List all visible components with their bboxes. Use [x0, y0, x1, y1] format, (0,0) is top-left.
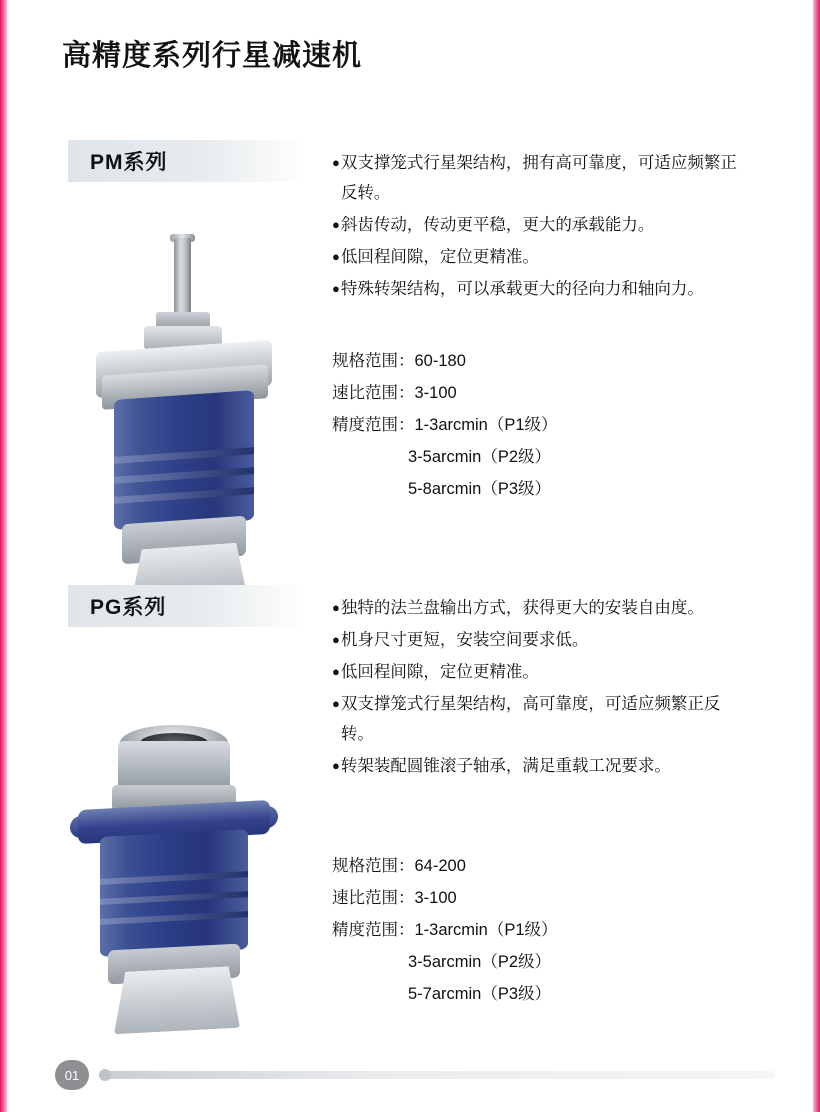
spec-ratio-range: 速比范围：3-100 — [332, 889, 457, 907]
spec-list-pg — [332, 850, 558, 1010]
page-footer — [55, 1060, 775, 1090]
feature-text: 机身尺寸更短，安装空间要求低。 — [340, 631, 589, 649]
feature-text: 斜齿传动，传动更平稳，更大的承载能力。 — [340, 216, 655, 234]
series-badge-pg — [68, 585, 308, 627]
spec-ratio-range: 速比范围：3-100 — [332, 384, 457, 402]
right-pink-border — [813, 0, 820, 1112]
feature-item — [332, 657, 752, 687]
feature-text: 特殊转架结构，可以承载更大的径向力和轴向力。 — [340, 280, 704, 298]
series-badge-pm-label: PM系列 — [90, 151, 168, 174]
footer-bar — [99, 1071, 775, 1079]
product-image-pg — [60, 715, 310, 1045]
feature-text: 双支撑笼式行星架结构，拥有高可靠度，可适应频繁正反转。 — [340, 154, 737, 202]
feature-item — [332, 148, 752, 208]
feature-text: 独特的法兰盘输出方式，获得更大的安装自由度。 — [340, 599, 704, 617]
feature-item — [332, 625, 752, 655]
series-badge-pg-label: PG系列 — [90, 596, 167, 619]
spec-precision-p2: 3-5arcmin（P2级） — [408, 448, 552, 466]
product-image-pm — [70, 220, 300, 620]
bullet-dot-icon: ● — [332, 696, 340, 711]
feature-list-pg — [332, 593, 752, 783]
feature-text: 低回程间隙，定位更精准。 — [340, 248, 539, 266]
bullet-dot-icon: ● — [332, 217, 340, 232]
bullet-dot-icon: ● — [332, 600, 340, 615]
feature-text: 转架装配圆锥滚子轴承，满足重载工况要求。 — [340, 757, 671, 775]
page-title: 高精度系列行星减速机 — [62, 40, 363, 72]
spec-precision-p3: 5-7arcmin（P3级） — [408, 985, 552, 1003]
page-number: 01 — [55, 1060, 89, 1090]
series-badge-pm — [68, 140, 308, 182]
pm-output-shaft — [174, 238, 191, 316]
feature-item — [332, 210, 752, 240]
feature-item — [332, 242, 752, 272]
bullet-dot-icon: ● — [332, 632, 340, 647]
spec-precision-p3: 5-8arcmin（P3级） — [408, 480, 552, 498]
feature-item — [332, 751, 752, 781]
feature-list-pm — [332, 148, 752, 306]
spec-size-range: 规格范围：64-200 — [332, 857, 466, 875]
right-border-inner-line — [810, 0, 813, 1112]
left-border-inner-line — [7, 0, 10, 1112]
feature-text: 双支撑笼式行星架结构，高可靠度，可适应频繁正反转。 — [340, 695, 721, 743]
spec-size-range: 规格范围：60-180 — [332, 352, 466, 370]
bullet-dot-icon: ● — [332, 155, 340, 170]
feature-item — [332, 689, 752, 749]
bullet-dot-icon: ● — [332, 758, 340, 773]
spec-precision-p2: 3-5arcmin（P2级） — [408, 953, 552, 971]
spec-precision-range: 精度范围：1-3arcmin（P1级） — [332, 921, 558, 939]
feature-item — [332, 274, 752, 304]
spec-list-pm — [332, 345, 558, 505]
footer-bar-dot — [99, 1069, 111, 1081]
pg-motor-adapter — [114, 966, 240, 1035]
bullet-dot-icon: ● — [332, 664, 340, 679]
bullet-dot-icon: ● — [332, 281, 340, 296]
left-pink-border — [0, 0, 7, 1112]
spec-precision-range: 精度范围：1-3arcmin（P1级） — [332, 416, 558, 434]
feature-text: 低回程间隙，定位更精准。 — [340, 663, 539, 681]
bullet-dot-icon: ● — [332, 249, 340, 264]
feature-item — [332, 593, 752, 623]
